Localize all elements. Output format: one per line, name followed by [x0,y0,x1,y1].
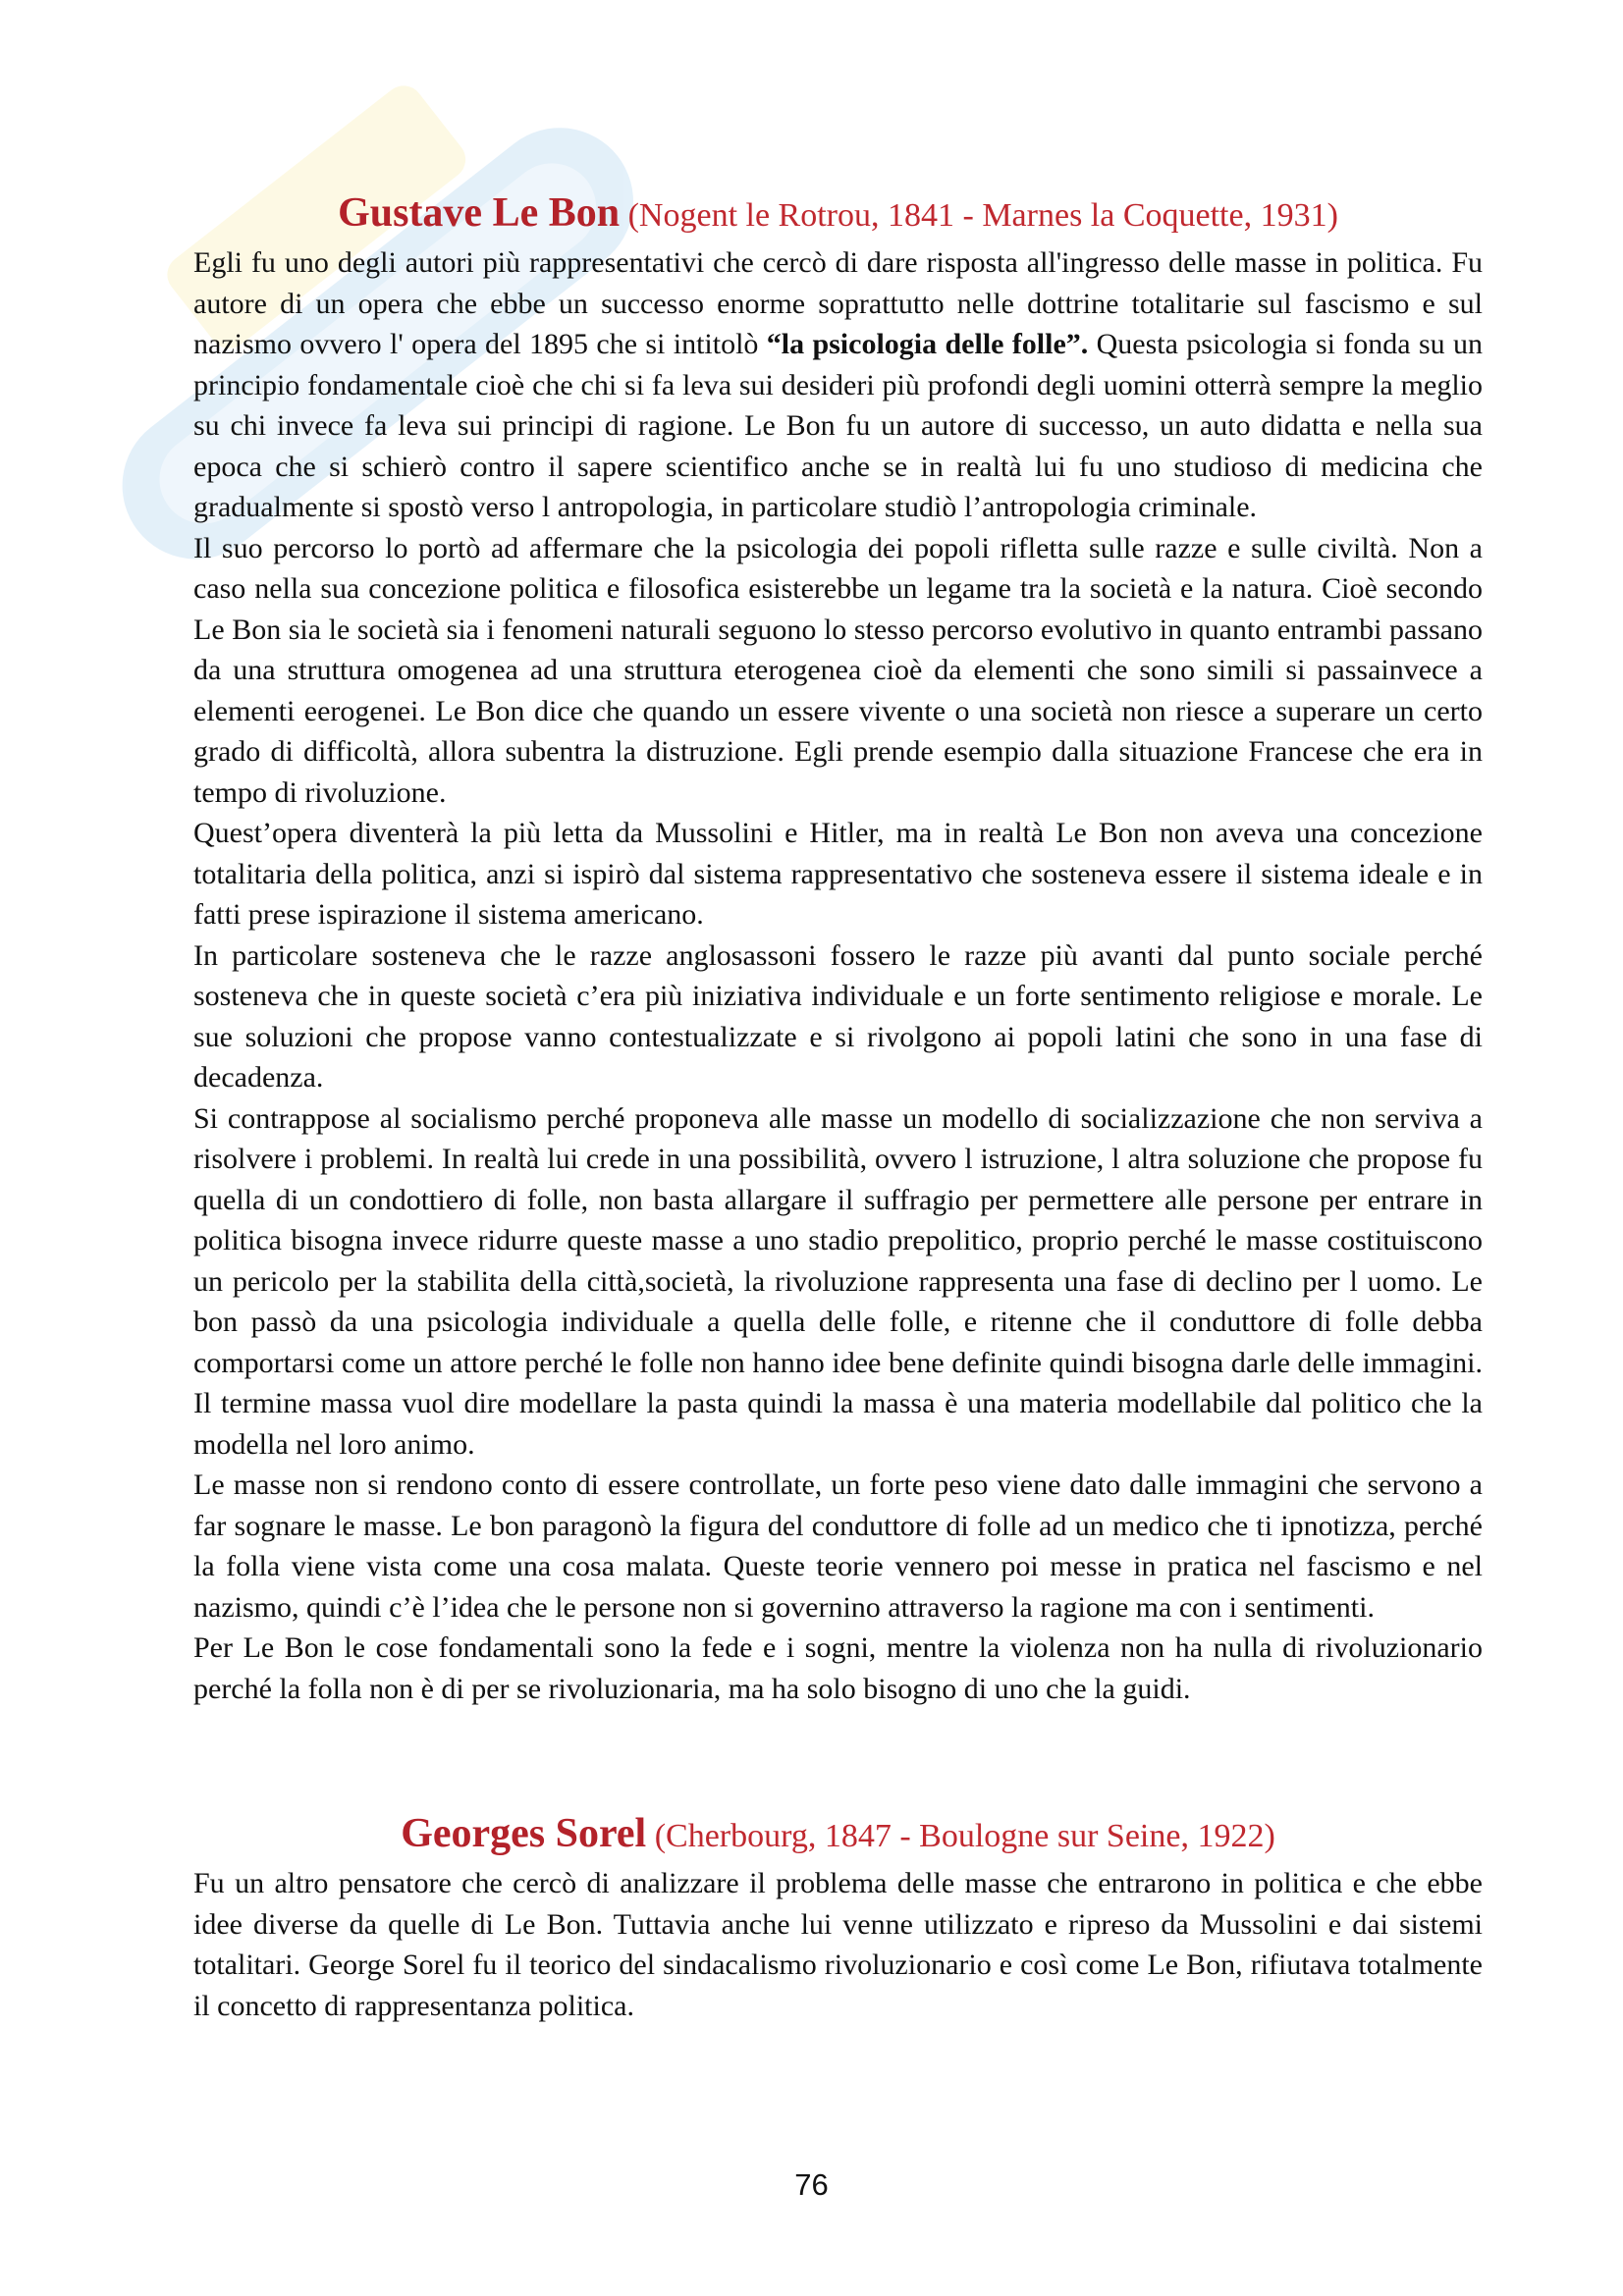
book-title: “la psicologia delle folle”. [766,328,1089,360]
section-spacer [193,1709,1483,1807]
section-heading-le-bon [193,187,1483,242]
author-name: Gustave Le Bon [338,190,621,236]
author-name: Georges Sorel [401,1811,647,1856]
paragraph: Quest’opera diventerà la più letta da Mussolini e Hitler, ma in realtà Le Bon non aveva una concezione totalitaria della politica, anzi si ispirò dal sistema rappresentativo che sosteneva essere il sistema ideale e in fatti prese ispirazione il sistema americano. [193,817,1483,931]
paragraph: Le masse non si rendono conto di essere controllate, un forte peso viene dato dalle immagini che servono a far sognare le masse. Le bon paragonò la figura del conduttore di folle ad un medico che ti ipnotizza, perché la folla viene vista come una cosa malata. Queste teorie vennero poi messe in pratica nel fascismo e nel nazismo, quindi c’è l’idea che le persone non si governino attraverso la ragione ma con i sentimenti. [193,1468,1483,1624]
paragraph-text: Questa psicologia si fonda su un principio fondamentale cioè che chi si fa leva sui desideri più profondi degli uomini otterrà sempre la meglio su chi invece fa leva sui principi di ragione. Le Bon fu un autore di successo, un auto didatta e nella sua epoca che si schierò contro il sapere scientifico anche se in realtà lui fu uno studioso di medicina che gradualmente si spostò verso l antropologia, in particolare studiò l’antropologia criminale. [193,328,1484,523]
author-dates: (Cherbourg, 1847 - Boulogne sur Seine, 1922) [654,1818,1275,1854]
author-dates: (Nogent le Rotrou, 1841 - Marnes la Coquette, 1931) [627,197,1338,234]
paragraph: Si contrappose al socialismo perché proponeva alle masse un modello di socializzazione che non serviva a risolvere i problemi. In realtà lui crede in una possibilità, ovvero l istruzione, l altra soluzione che propose fu quella di un condottiero di folle, non basta allargare il suffragio per permettere alle persone per entrare in politica bisogna invece ridurre queste masse a uno stadio prepolitico, proprio perché le masse costituiscono un pericolo per la stabilita della città,società, la rivoluzione rappresenta una fase di declino per l uomo. Le bon passò da una psicologia individuale a quella delle folle, e ritenne che il conduttore di folle debba comportarsi come un attore perché le folle non hanno idee bene definite quindi bisogna darle delle immagini. Il termine massa vuol dire modellare la pasta quindi la massa è una materia modellabile dal politico che la modella nel loro animo. [193,1101,1483,1461]
paragraph-text: Egli fu uno degli autori più rappresentativi che cercò di dare risposta all'ingresso delle masse in politica. Fu autore di un opera che ebbe un successo enorme soprattutto nelle dottrine totalitarie sul fascismo e sul nazismo ovvero l' opera del 1895 che si intitolò [193,246,1483,360]
page-number: 76 [794,2167,829,2202]
paragraph: Fu un altro pensatore che cercò di analizzare il problema delle masse che entrarono in politica e che ebbe idee diverse da quelle di Le Bon. Tuttavia anche lui venne utilizzato e ripreso da Mussolini e dai sistemi totalitari. George Sorel fu il teorico del sindacalismo rivoluzionario e così come Le Bon, rifiutava totalmente il concetto di rappresentanza politica. [193,1867,1483,2022]
paragraph: Il suo percorso lo portò ad affermare che la psicologia dei popoli rifletta sulle razze e sulle civiltà. Non a caso nella sua concezione politica e filosofica esisterebbe un legame tra la società e la natura. Cioè secondo Le Bon sia le società sia i fenomeni naturali seguono lo stesso percorso evolutivo in quanto entrambi passano da una struttura omogenea ad una struttura eterogenea cioè da elementi che sono simili si passainvece a elementi eerogenei. Le Bon dice che quando un essere vivente o una società non riesce a superare un certo grado di difficoltà, allora subentra la distruzione. Egli prende esempio dalla situazione Francese che era in tempo di rivoluzione. [193,531,1483,809]
section-heading-sorel [193,1807,1483,1863]
page-content [193,187,1483,2026]
paragraph: In particolare sosteneva che le razze anglosassoni fossero le razze più avanti dal punto sociale perché sosteneva che in queste società c’era più iniziativa individuale e un forte sentimento religiose e morale. Le sue soluzioni che propose vanno contestualizzate e si rivolgono ai popoli latini che sono in una fase di decadenza. [193,938,1483,1094]
paragraph: Per Le Bon le cose fondamentali sono la fede e i sogni, mentre la violenza non ha nulla di rivoluzionario perché la folla non è di per se rivoluzionaria, ma ha solo bisogno di uno che la guidi. [193,1631,1483,1705]
paragraph [193,242,1483,528]
